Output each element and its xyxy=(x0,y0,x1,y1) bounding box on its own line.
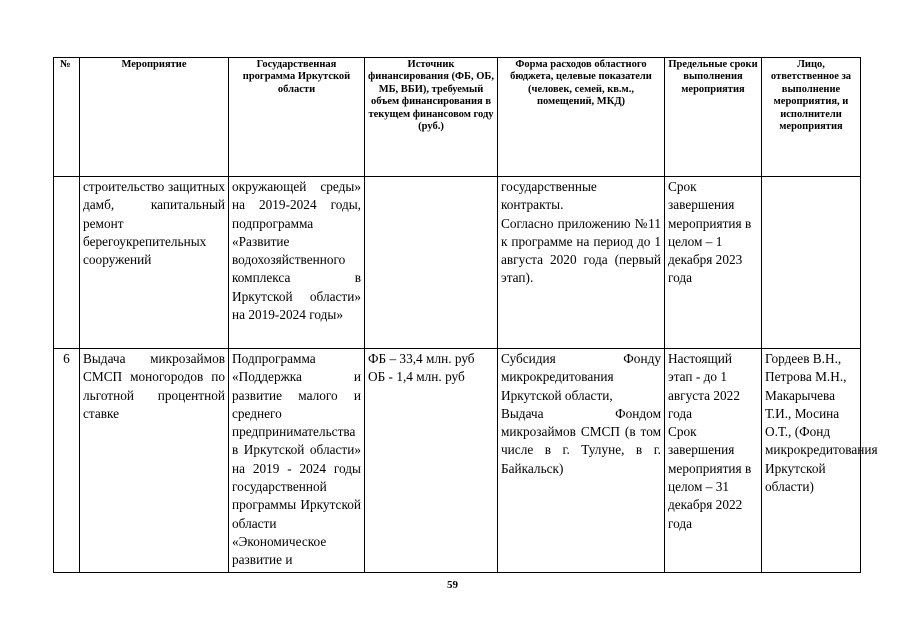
table-row xyxy=(54,177,861,349)
row-deadline-line: Срок завершения мероприятия в целом – 1 декабря 2023 года xyxy=(668,179,752,286)
row-form-line: Выдача Фондом микрозаймов СМСП (в том числе в г. Тулуне, в г. Байкальск) xyxy=(501,405,661,476)
row-program: Подпрограмма «Поддержка и развитие малого и среднего предпринимательства в Иркутской области» на 2019 - 2024 годы государственной программы Иркутской области «Экономическое развитие и xyxy=(229,349,365,573)
row-form-line: Субсидия Фонду микрокредитования Иркутской области, xyxy=(501,351,661,403)
row-source xyxy=(365,177,498,349)
row-deadline-line: Настоящий этап - до 1 августа 2022 года xyxy=(668,351,740,421)
table-header-row xyxy=(54,58,861,177)
row-deadline xyxy=(665,349,762,573)
row-num: 6 xyxy=(54,349,80,573)
row-form-line: государственные контракты. xyxy=(501,179,597,213)
header-form: Форма расходов областного бюджета, целевые показатели (человек, семей, кв.м., помещений, МКД) xyxy=(498,58,665,177)
table-row xyxy=(54,349,861,573)
header-program: Государственная программа Иркутской области xyxy=(229,58,365,177)
row-form xyxy=(498,349,665,573)
page-number: 59 xyxy=(447,579,458,591)
header-num: № xyxy=(54,58,80,177)
row-responsible xyxy=(762,177,861,349)
header-responsible: Лицо, ответственное за выполнение мероприятия, и исполнители мероприятия xyxy=(762,58,861,177)
header-event: Мероприятие xyxy=(80,58,229,177)
row-program: окружающей среды» на 2019-2024 годы, подпрограмма «Развитие водохозяйственного комплекса в Иркутской области» на 2019-2024 годы» xyxy=(229,177,365,349)
header-source: Источник финансирования (ФБ, ОБ, МБ, ВБИ), требуемый объем финансирования в текущем финансовом году (руб.) xyxy=(365,58,498,177)
row-event: строительство защитных дамб, капитальный ремонт берегоукрепительных сооружений xyxy=(80,177,229,349)
row-deadline-line: Срок завершения мероприятия в целом – 31 декабря 2022 года xyxy=(668,424,752,531)
row-source-line: ОБ - 1,4 млн. руб xyxy=(368,369,465,385)
plan-table xyxy=(53,57,878,573)
row-source xyxy=(365,349,498,573)
row-num xyxy=(54,177,80,349)
row-deadline xyxy=(665,177,762,349)
row-form xyxy=(498,177,665,349)
row-event: Выдача микрозаймов СМСП моногородов по льготной процентной ставке xyxy=(80,349,229,573)
row-form-line: Согласно приложению №11 к программе на период до 1 августа 2020 года (первый этап). xyxy=(501,215,661,286)
header-deadline: Предельные сроки выполнения мероприятия xyxy=(665,58,762,177)
row-source-line: ФБ – 33,4 млн. руб xyxy=(368,351,475,366)
row-responsible: Гордеев В.Н., Петрова М.Н., Макарычева Т.И., Мосина О.Т., (Фонд микрокредитования Иркутской области) xyxy=(762,349,861,573)
